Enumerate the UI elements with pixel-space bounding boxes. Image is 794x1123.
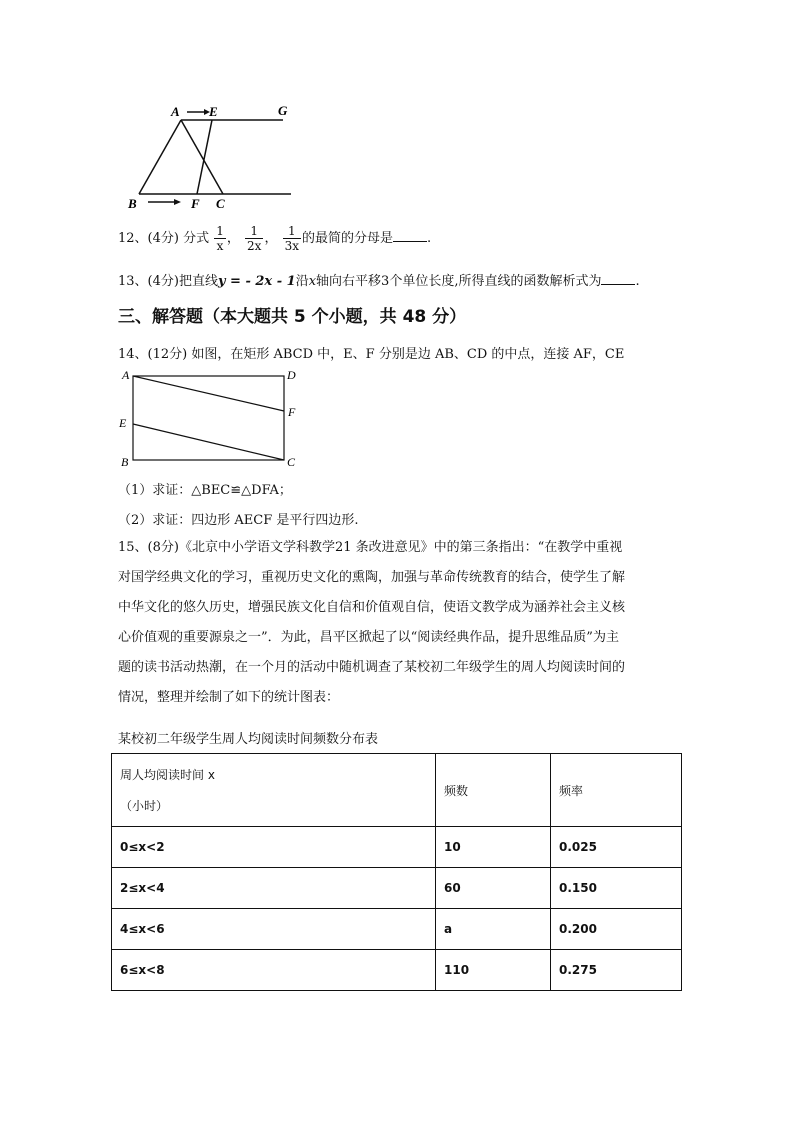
frac3-num: 1 [283,224,301,239]
label-e: E [209,104,218,119]
q12-sep-2: ， [264,231,278,246]
q15-line-3: 中华文化的悠久历史，增强民族文化自信和价值观自信，使语文教学成为涵养社会主义核 [118,600,626,615]
segment-af [133,376,284,411]
rect-abcd [133,376,284,460]
cell-rate: 0.275 [551,950,682,991]
q15-line-6: 情况，整理并绘制了如下的统计图表： [118,690,340,705]
header-count: 频数 [436,754,551,827]
figure-triangle-parallel-lines [120,98,300,213]
fraction-1-over-x [214,224,226,253]
header-time-line2: （小时） [120,799,169,813]
label-b: B [128,196,137,211]
rect-label-a: A [122,368,130,382]
q15-line-2: 对国学经典文化的学习，重视历史文化的熏陶，加强与革命传统教育的结合，使学生了解 [118,570,626,585]
frac2-num: 1 [245,224,263,239]
rect-label-b: B [121,455,129,469]
q14-part-1: （1）求证：△BEC≌△DFA； [118,483,292,498]
cell-range: 6≤x<8 [112,950,436,991]
cell-rate: 0.200 [551,909,682,950]
frac1-den: x [216,239,224,253]
line-ac [181,120,223,194]
frac1-num: 1 [216,224,224,238]
table-row [112,950,682,991]
rect-label-e: E [119,416,127,430]
table-row [112,827,682,868]
rect-label-f: F [288,405,296,419]
rect-label-c: C [287,455,296,469]
cell-rate: 0.025 [551,827,682,868]
label-g: G [278,103,288,118]
cell-range: 4≤x<6 [112,909,436,950]
header-rate: 频率 [551,754,682,827]
cell-count: 110 [436,950,551,991]
q12-suffix: 的最简的分母是 [302,231,394,246]
question-13 [118,270,640,289]
q12-sep-1: ， [226,231,240,246]
q13-mid1: 沿 [295,274,309,289]
frac3-den: 3x [284,239,299,253]
label-f: F [191,196,200,211]
figure-rectangle-abcd [116,366,306,472]
table-row [112,909,682,950]
frequency-table [111,753,682,991]
table-header-row [112,754,682,827]
cell-range: 0≤x<2 [112,827,436,868]
q15-line-1: 15、(8分)《北京中小学语文学科教学21 条改进意见》中的第三条指出：“在教学中重视 [118,540,623,555]
question-15 [118,533,678,713]
q15-line-4: 心价值观的重要源泉之一”．为此，昌平区掀起了以“阅读经典作品，提升思维品质”为主 [118,630,619,645]
header-time [112,754,436,827]
q13-answer-blank[interactable] [601,272,635,285]
fraction-1-over-2x [245,224,263,253]
line-ef [197,120,212,194]
q12-answer-blank[interactable] [393,229,427,242]
q13-equation: y = - 2x - 1 [217,274,296,289]
q13-end: . [635,274,640,289]
q12-end: . [427,231,432,246]
frac2-den: 2x [247,239,262,253]
question-14: 14、(12分) 如图，在矩形 ABCD 中，E、F 分别是边 AB、CD 的中点，连接 AF，CE [118,347,625,362]
cell-range: 2≤x<4 [112,868,436,909]
table-title: 某校初二年级学生周人均阅读时间频数分布表 [118,732,379,747]
table-row [112,868,682,909]
cell-rate: 0.150 [551,868,682,909]
q12-prefix: 12、(4分) 分式 [118,231,210,246]
line-ab [139,120,181,194]
cell-count: a [436,909,551,950]
arrow-bf-head [174,199,181,205]
label-c: C [216,196,225,211]
fraction-1-over-3x [283,224,301,253]
cell-count: 60 [436,868,551,909]
cell-count: 10 [436,827,551,868]
q13-axis: x [308,274,317,289]
section-3-title: 三、解答题（本大题共 5 个小题，共 48 分） [118,307,467,327]
segment-ec [133,424,284,460]
header-time-line1: 周人均阅读时间 x [120,768,215,782]
label-a: A [171,104,180,119]
q15-line-5: 题的读书活动热潮，在一个月的活动中随机调查了某校初二年级学生的周人均阅读时间的 [118,660,626,675]
q13-prefix: 13、(4分)把直线 [118,274,218,289]
q14-part-2: （2）求证：四边形 AECF 是平行四边形. [118,513,359,528]
q13-mid2: 轴向右平移3个单位长度,所得直线的函数解析式为 [316,274,602,289]
question-12 [118,224,431,253]
rect-label-d: D [287,368,296,382]
